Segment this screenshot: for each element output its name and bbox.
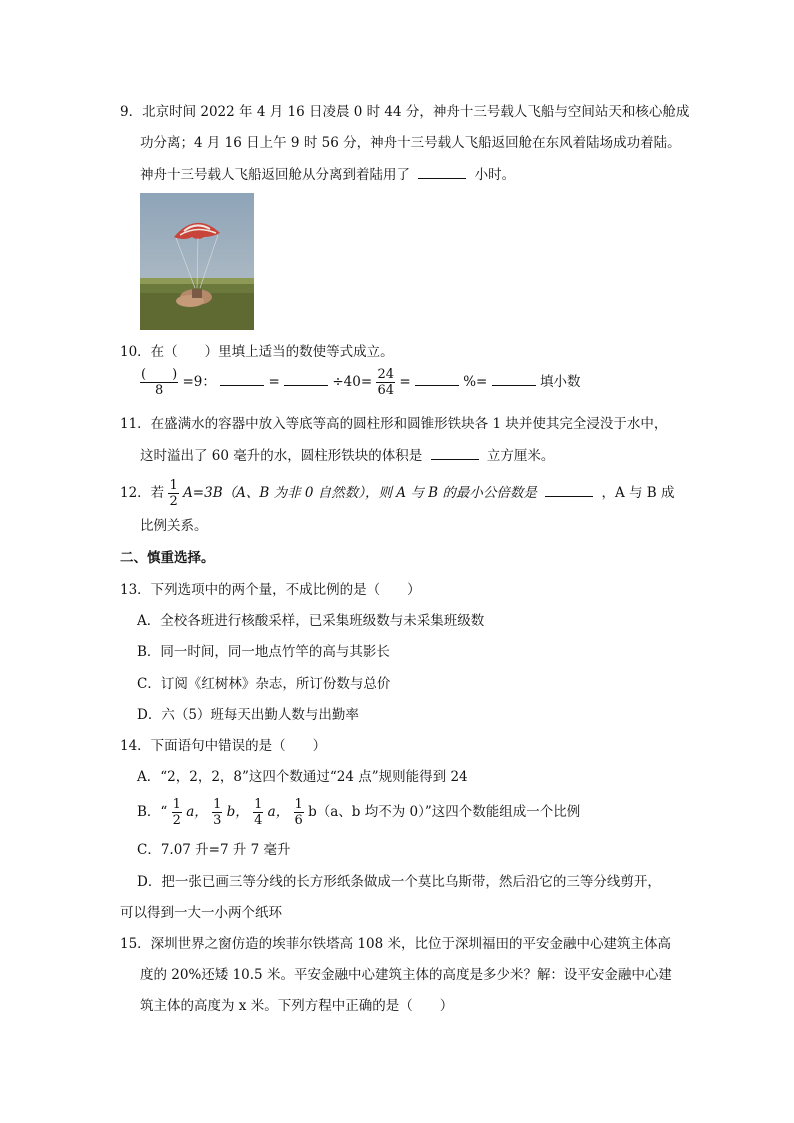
q11-answer-blank[interactable] <box>431 445 479 460</box>
q9-line3 <box>140 164 515 185</box>
q14-b-frac2-num: 1 <box>213 797 222 812</box>
q13-option-d[interactable]: D．六（5）班每天出勤人数与出勤率 <box>137 707 359 723</box>
q10-equation <box>140 365 580 399</box>
q14-b-term4: b（a、b 均不为 0）”这四个数能组成一个比例 <box>308 804 581 820</box>
q12-fraction <box>168 478 178 509</box>
q12-line1 <box>120 476 675 510</box>
q12-fraction-den: 2 <box>169 494 178 509</box>
q10-eq1: =9： <box>182 374 216 390</box>
q9-line3-tail: 小时。 <box>474 167 516 183</box>
q13-stem: 13．下列选项中的两个量，不成比例的是（ ） <box>120 582 421 598</box>
q12-tail: ，A 与 B 成 <box>601 485 675 501</box>
q14-b-prefix: B．“ <box>137 804 168 820</box>
q10-fraction1-num[interactable]: ( ) <box>141 367 178 382</box>
q14-b-frac1-num: 1 <box>172 797 181 812</box>
parachute-landing-image <box>140 193 254 330</box>
q14-b-frac2-den: 3 <box>213 813 222 828</box>
q10-eq4: = <box>399 374 411 390</box>
q14-b-term3: a， <box>267 804 290 820</box>
q14-option-a[interactable]: A．“2，2，2，8”这四个数通过“24 点”规则能得到 24 <box>137 769 468 785</box>
q9-line1: 9．北京时间 2022 年 4 月 16 日凌晨 0 时 44 分，神舟十三号载人飞船与空间站天和核心舱成 <box>120 104 690 120</box>
q13-option-b[interactable]: B．同一时间，同一地点竹竿的高与其影长 <box>137 644 390 660</box>
q14-b-frac3-den: 4 <box>254 813 263 828</box>
q14-b-frac1 <box>172 797 182 828</box>
q12-mid: A=3B（A、B 为非 0 自然数），则 A 与 B 的最小公倍数是 <box>183 485 537 501</box>
q14-b-frac3-num: 1 <box>254 797 263 812</box>
q11-line2-text: 这时溢出了 60 毫升的水，圆柱形铁块的体积是 <box>140 448 423 464</box>
q13-option-c[interactable]: C．订阅《红树林》杂志，所订份数与总价 <box>137 676 391 692</box>
q14-b-frac3 <box>253 797 263 828</box>
q10-fraction1 <box>140 367 178 398</box>
q15-line1: 15．深圳世界之窗仿造的埃菲尔铁塔高 108 米，比位于深圳福田的平安金融中心建筑主体高 <box>120 936 672 952</box>
q14-stem: 14．下面语句中错误的是（ ） <box>120 738 327 754</box>
q10-eq5: %= <box>463 374 488 390</box>
q14-option-c[interactable]: C．7.07 升=7 升 7 毫升 <box>137 842 291 858</box>
q14-option-b[interactable] <box>137 795 580 829</box>
q12-prefix: 12．若 <box>120 485 165 501</box>
q13-option-a[interactable]: A．全校各班进行核酸采样，已采集班级数与未采集班级数 <box>137 613 485 629</box>
q10-eq2: = <box>268 374 280 390</box>
q10-line1: 10．在（ ）里填上适当的数使等式成立。 <box>120 344 394 360</box>
q10-fraction2-den: 64 <box>377 383 395 398</box>
q10-tail: 填小数 <box>539 374 581 390</box>
section-2-heading: 二、慎重选择。 <box>120 550 215 566</box>
landing-photo <box>140 193 254 330</box>
q15-line3: 筑主体的高度为 x 米。下列方程中正确的是（ ） <box>140 998 454 1014</box>
q14-b-term1: a， <box>186 804 208 820</box>
q10-blank2[interactable] <box>284 371 328 386</box>
q11-line2 <box>140 445 554 466</box>
q11-line2-tail: 立方厘米。 <box>486 448 555 464</box>
q9-answer-blank[interactable] <box>418 164 466 179</box>
q10-blank4[interactable] <box>492 371 536 386</box>
q14-b-frac4 <box>294 797 304 828</box>
q12-answer-blank[interactable] <box>545 482 593 497</box>
q14-b-frac4-den: 6 <box>294 813 303 828</box>
q10-blank3[interactable] <box>415 371 459 386</box>
q11-line1: 11．在盛满水的容器中放入等底等高的圆柱形和圆锥形铁块各 1 块并使其完全浸没于水中， <box>120 416 668 432</box>
q14-b-frac4-num: 1 <box>294 797 303 812</box>
q10-fraction1-den: 8 <box>154 383 164 398</box>
q14-b-term2: b， <box>226 804 249 820</box>
q14-option-d-line1[interactable]: D．把一张已画三等分线的长方形纸条做成一个莫比乌斯带，然后沿它的三等分线剪开， <box>137 874 661 890</box>
q14-b-frac2 <box>212 797 222 828</box>
q15-line2: 度的 20%还矮 10.5 米。平安金融中心建筑主体的高度是多少米？解：设平安金融中心建 <box>140 967 672 983</box>
q12-line2: 比例关系。 <box>140 518 208 534</box>
q14-option-d-line2: 可以得到一大一小两个纸环 <box>120 905 282 921</box>
q14-b-frac1-den: 2 <box>172 813 181 828</box>
q10-eq3: ÷40= <box>332 374 373 390</box>
q12-fraction-num: 1 <box>169 478 178 493</box>
q9-line2: 功分离；4 月 16 日上午 9 时 56 分，神舟十三号载人飞船返回舱在东风着陆场成功着陆。 <box>140 135 681 151</box>
q10-fraction2-num: 24 <box>377 367 395 382</box>
q10-blank1[interactable] <box>220 371 264 386</box>
q10-fraction2 <box>376 367 395 398</box>
q9-line3-text: 神舟十三号载人飞船返回舱从分离到着陆用了 <box>140 167 410 183</box>
